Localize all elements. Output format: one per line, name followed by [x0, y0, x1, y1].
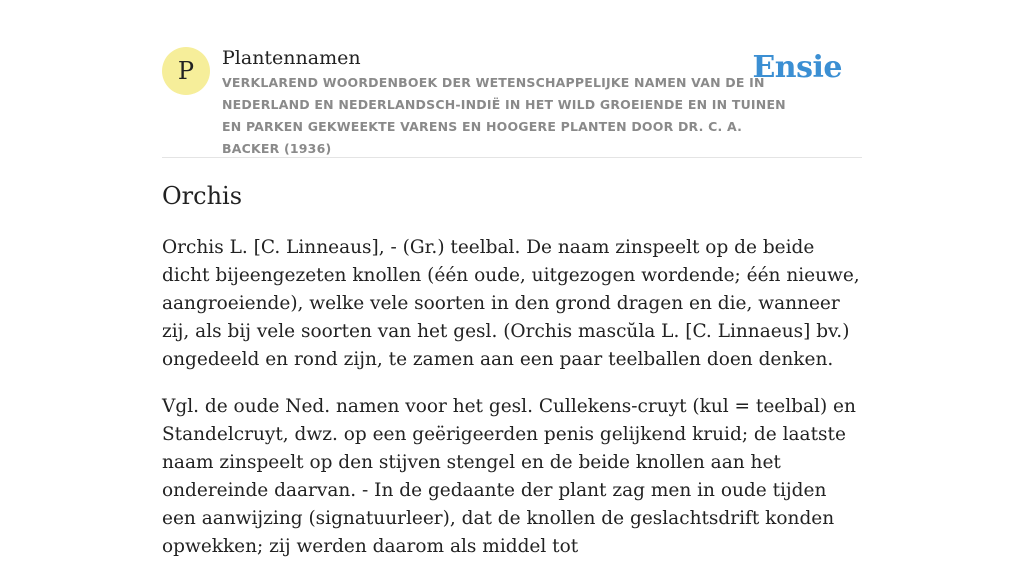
entry-paragraph: Orchis L. [C. Linneaus], - (Gr.) teelbal. De naam zinspeelt op de beide dicht bijeengezeten knollen (één oude, uitgezogen wordende; één nieuwe, aangroeiende), welke vele soorten in den grond dragen en die, wanneer zij, als bij vele soorten van het gesl. (Orchis mascŭla L. [C. Linnaeus] bv.) ongedeeld en rond zijn, te zamen aan een paar teelballen doen denken.	[162, 237, 860, 370]
book-subtitle: VERKLAREND WOORDENBOEK DER WETENSCHAPPELIJKE NAMEN VAN DE IN NEDERLAND EN NEDERLANDSCH-INDIË IN HET WILD GROEIENDE EN IN TUINEN EN PARKEN GEKWEEKTE VARENS EN HOOGERE PLANTEN DOOR DR. C. A. BACKER (1936)	[222, 75, 786, 156]
book-avatar[interactable]	[162, 47, 210, 95]
avatar-letter: P	[177, 57, 195, 85]
header-divider	[162, 157, 862, 158]
entry-title: Orchis	[162, 182, 243, 210]
book-title-link[interactable]: Plantennamen	[222, 47, 361, 69]
book-header	[162, 44, 862, 156]
entry-body	[162, 234, 864, 580]
ensie-logo[interactable]: Ensie	[752, 50, 842, 85]
entry-paragraph: Vgl. de oude Ned. namen voor het gesl. Cullekens-cruyt (kul = teelbal) en Standelcruyt, dwz. op een geërigeerden penis gelijkend kruid; de laatste naam zinspeelt op den stijven stengel en de beide knollen aan het ondereinde daarvan. - In de gedaante der plant zag men in oude tijden een aanwijzing (signatuurleer), dat de knollen de geslachtsdrift konden opwekken; zij werden daarom als middel tot	[162, 396, 856, 557]
